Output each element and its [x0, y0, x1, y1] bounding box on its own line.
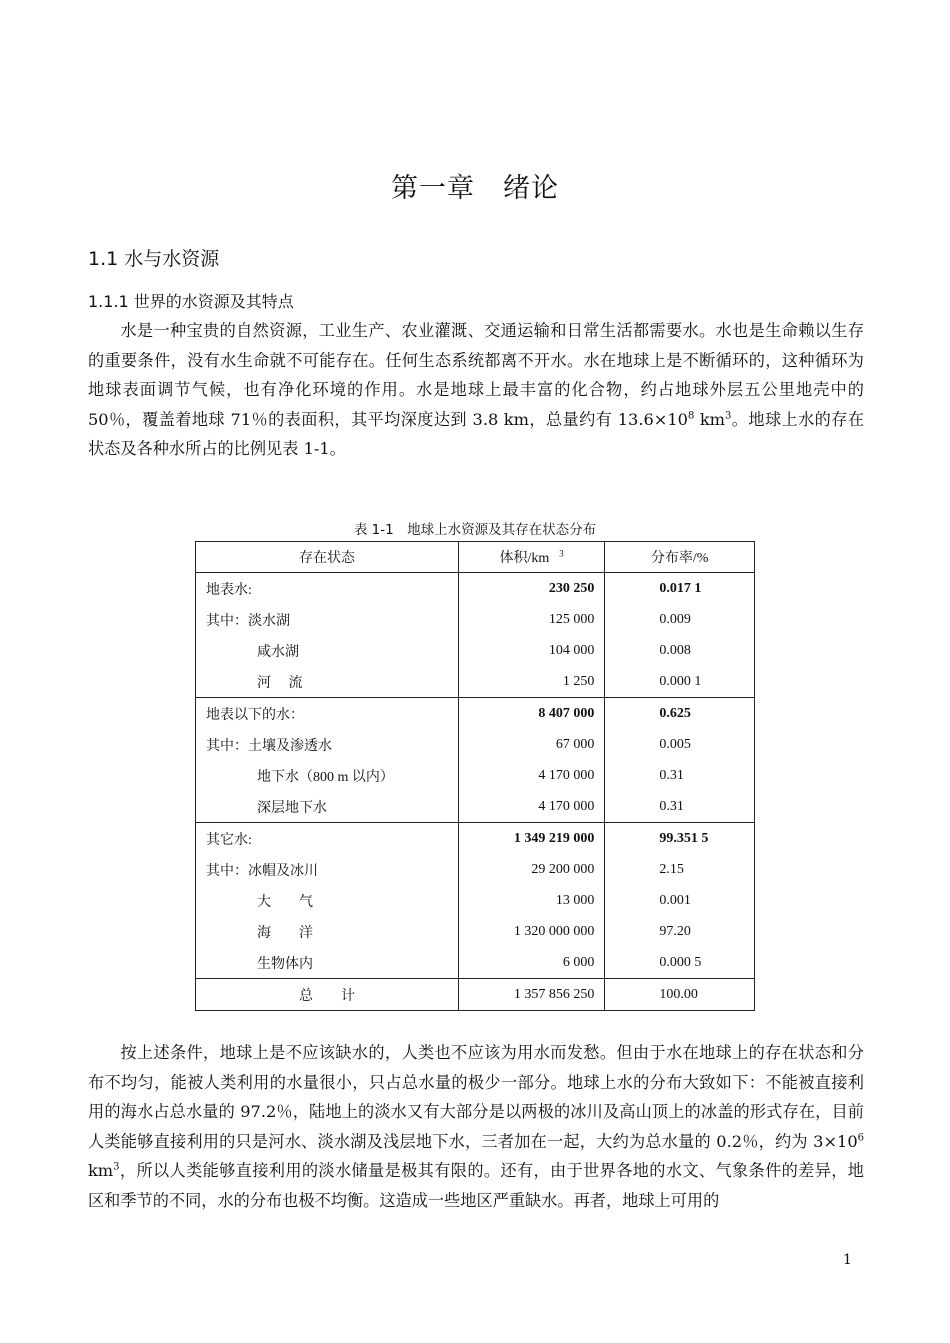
cell-state: 深层地下水 — [257, 800, 327, 816]
table-caption: 表 1-1 地球上水资源及其存在状态分布 — [353, 522, 597, 538]
section-heading: 1.1 水与水资源 — [88, 248, 220, 270]
cell-volume: 4 170 000 — [538, 767, 595, 783]
cell-ratio: 0.31 — [659, 767, 684, 783]
cell-state: 其它水: — [206, 832, 252, 848]
cell-state: 地下水（800 m 以内） — [257, 769, 394, 785]
unit-text: km — [694, 409, 726, 429]
cell-state: 大 气 — [257, 894, 313, 910]
cell-state: 地表水: — [206, 582, 252, 598]
table-row — [196, 916, 755, 947]
cell-volume: 125 000 — [548, 611, 595, 627]
subsection-heading: 1.1.1 世界的水资源及其特点 — [88, 292, 294, 311]
cell-volume: 230 250 — [548, 580, 595, 596]
intro-paragraph — [88, 316, 864, 464]
cell-state: 咸水湖 — [257, 644, 299, 660]
cell-ratio: 0.005 — [659, 736, 691, 752]
cell-volume: 13 000 — [555, 892, 595, 908]
header-ratio: 分布率/% — [605, 542, 755, 573]
exponent: 6 — [857, 1132, 864, 1144]
table-row — [196, 854, 755, 885]
cell-ratio: 100.00 — [659, 986, 698, 1002]
cell-ratio: 99.351 5 — [659, 830, 709, 846]
table-row — [196, 791, 755, 823]
cell-volume: 8 407 000 — [538, 705, 595, 721]
unit-text: km — [88, 1161, 114, 1180]
paragraph-text: 。地球上水的存在状态及各种水所占的比例见表 1-1。 — [88, 409, 865, 458]
cell-state: 其中：冰帽及冰川 — [206, 863, 318, 879]
cell-volume: 1 357 856 250 — [513, 986, 595, 1002]
cell-state: 生物体内 — [257, 956, 313, 972]
table-row — [196, 666, 755, 698]
cell-volume: 29 200 000 — [531, 861, 595, 877]
exponent: 8 — [687, 410, 695, 422]
cell-volume: 6 000 — [562, 954, 595, 970]
table-row — [196, 947, 755, 979]
chapter-title: 第一章 绪论 — [391, 173, 559, 204]
header-state: 存在状态 — [196, 542, 459, 573]
table-row — [196, 885, 755, 916]
cell-state: 其中：淡水湖 — [206, 613, 290, 629]
cell-ratio: 0.017 1 — [659, 580, 702, 596]
table-row — [196, 760, 755, 791]
page-number: 1 — [843, 1252, 852, 1268]
cell-state: 海 洋 — [257, 925, 313, 941]
cell-ratio: 0.000 1 — [659, 673, 702, 689]
cell-ratio: 0.31 — [659, 798, 684, 814]
exponent: 3 — [559, 548, 564, 559]
cell-ratio: 97.20 — [659, 923, 691, 939]
cell-volume: 1 349 219 000 — [513, 830, 595, 846]
cell-state: 地表以下的水： — [206, 707, 304, 723]
cell-ratio: 0.000 5 — [659, 954, 702, 970]
table-row — [196, 698, 755, 730]
cell-state: 河 流 — [257, 675, 303, 691]
cell-volume: 1 250 — [562, 673, 595, 689]
cell-ratio: 0.001 — [659, 892, 691, 908]
paragraph-text: ，所以人类能够直接利用的淡水储量是极其有限的。还有，由于世界各地的水文、气象条件的差异，地区和季节的不同，水的分布也极不均衡。这造成一些地区严重缺水。再者，地球上可用的 — [88, 1161, 864, 1210]
cell-ratio: 0.008 — [659, 642, 691, 658]
exponent: 3 — [113, 1161, 120, 1173]
cell-volume: 4 170 000 — [538, 798, 595, 814]
table-row — [196, 604, 755, 635]
header-volume-label: 体积/km — [499, 551, 550, 566]
cell-ratio: 0.625 — [659, 705, 691, 721]
cell-state: 其中：土壤及渗透水 — [206, 738, 332, 754]
table-row — [196, 573, 755, 605]
cell-ratio: 2.15 — [659, 861, 684, 877]
body-paragraph — [88, 1038, 864, 1215]
cell-ratio: 0.009 — [659, 611, 691, 627]
table-total-row — [196, 979, 755, 1011]
paragraph-text: 水是一种宝贵的自然资源，工业生产、农业灌溉、交通运输和日常生活都需要水。水也是生命赖以生存的重要条件，没有水生命就不可能存在。任何生态系统都离不开水。水在地球上是不断循环的，这种循环为地球表面调节气候，也有净化环境的作用。水是地球上最丰富的化合物，约占地球外层五公里地壳中的 50％，覆盖着地球 71％的表面积，其平均深度达到 3.8 km，总量约有 13.6×10 — [88, 321, 864, 429]
table-row — [196, 823, 755, 855]
header-volume — [458, 542, 604, 573]
cell-volume: 67 000 — [555, 736, 595, 752]
table-header-row — [196, 542, 755, 573]
water-distribution-table — [195, 541, 755, 1011]
cell-state: 总 计 — [196, 979, 459, 1011]
exponent: 3 — [725, 410, 732, 422]
cell-volume: 1 320 000 000 — [513, 923, 595, 939]
table-row — [196, 729, 755, 760]
cell-volume: 104 000 — [548, 642, 595, 658]
table-row — [196, 635, 755, 666]
paragraph-text: 按上述条件，地球上是不应该缺水的，人类也不应该为用水而发愁。但由于水在地球上的存在状态和分布不均匀，能被人类利用的水量很小，只占总水量的极少一部分。地球上水的分布大致如下：不能被直接利用的海水占总水量的 97.2％，陆地上的淡水又有大部分是以两极的冰川及高山顶上的冰盖的形式存在，目前人类能够直接利用的只是河水、淡水湖及浅层地下水，三者加在一起，大约为总水量的 0.2％，约为 3×10 — [88, 1043, 864, 1151]
